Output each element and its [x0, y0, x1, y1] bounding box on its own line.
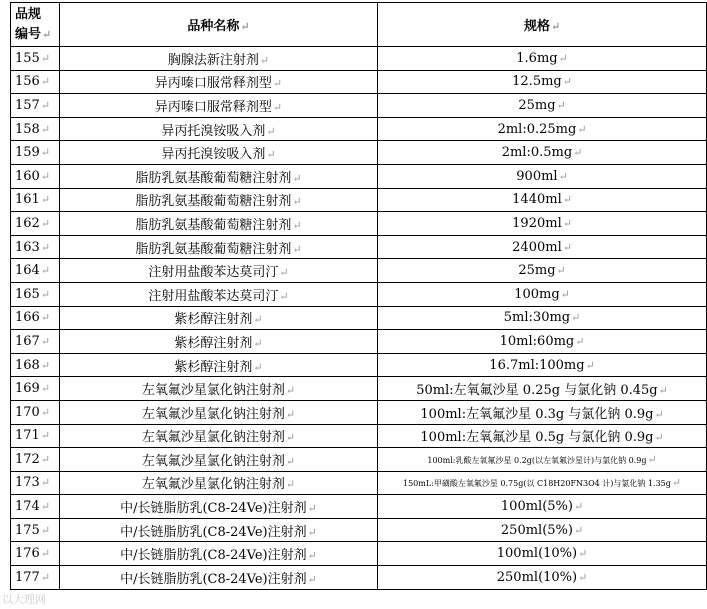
- cell-code-text: 155: [15, 50, 40, 66]
- cell-name-text: 异丙托溴铵吸入剂: [161, 123, 266, 139]
- cell-name-text: 异丙嗪口服常释剂型: [154, 99, 272, 115]
- return-mark-icon: ↵: [558, 169, 568, 183]
- return-mark-icon: ↵: [307, 502, 317, 516]
- return-mark-icon: ↵: [40, 216, 51, 230]
- return-mark-icon: ↵: [573, 523, 584, 537]
- return-mark-icon: ↵: [285, 454, 296, 468]
- cell-code-text: 157: [15, 97, 40, 113]
- cell-code-text: 166: [15, 310, 40, 326]
- return-mark-icon: ↵: [40, 311, 51, 325]
- cell-spec: [378, 94, 707, 118]
- cell-spec-text: 250ml(5%): [500, 522, 573, 538]
- cell-code-text: 159: [15, 145, 40, 161]
- cell-spec: [378, 471, 707, 495]
- cell-spec: [378, 259, 707, 283]
- return-mark-icon: ↵: [560, 287, 570, 301]
- return-mark-icon: ↵: [40, 51, 51, 65]
- return-mark-icon: ↵: [307, 549, 317, 563]
- return-mark-icon: ↵: [40, 169, 51, 183]
- cell-spec-text: 25mg: [518, 97, 556, 113]
- return-mark-icon: ↵: [285, 431, 296, 445]
- cell-name: [59, 188, 377, 212]
- return-mark-icon: ↵: [562, 75, 572, 89]
- return-mark-icon: ↵: [307, 525, 317, 539]
- return-mark-icon: ↵: [40, 382, 51, 396]
- cell-spec-text: 10ml:60mg: [499, 333, 575, 349]
- cell-spec-text: 1920ml: [512, 215, 562, 231]
- cell-name: [59, 94, 377, 118]
- cell-name: [59, 259, 377, 283]
- cell-code: [11, 235, 60, 259]
- cell-name: [59, 518, 377, 542]
- cell-code: [11, 188, 60, 212]
- cell-spec-text: 100ml:左氧氟沙星 0.3g 与氯化钠 0.9g: [420, 406, 654, 422]
- cell-spec: [378, 448, 707, 472]
- cell-code-text: 176: [15, 546, 40, 562]
- cell-spec-text: 2ml:0.25mg: [497, 121, 577, 137]
- cell-spec-text: 100mg: [514, 286, 560, 302]
- cell-name: [59, 47, 377, 71]
- return-mark-icon: ↵: [40, 547, 51, 561]
- table-row: [11, 47, 707, 71]
- cell-name: [59, 212, 377, 236]
- cell-spec: [378, 164, 707, 188]
- cell-name: [59, 141, 377, 165]
- cell-spec: [378, 566, 707, 590]
- return-mark-icon: ↵: [40, 476, 51, 490]
- cell-code: [11, 400, 60, 424]
- cell-code-text: 175: [15, 522, 40, 538]
- return-mark-icon: ↵: [279, 289, 289, 303]
- cell-code: [11, 330, 60, 354]
- cell-name: [59, 330, 377, 354]
- cell-spec: [378, 188, 707, 212]
- return-mark-icon: ↵: [562, 216, 572, 230]
- cell-code: [11, 141, 60, 165]
- cell-spec-text: 1440ml: [512, 192, 562, 208]
- return-mark-icon: ↵: [573, 500, 584, 514]
- cell-spec: [378, 495, 707, 519]
- cell-spec-text: 50ml:左氧氟沙星 0.25g 与氯化钠 0.45g: [416, 383, 658, 399]
- cell-spec-text: 150mL:甲磺酸左氧氟沙星 0.75g(以 C18H20FN3O4 计)与氯化钠 1.35g: [403, 479, 671, 489]
- cell-spec-text: 16.7ml:100mg: [489, 357, 585, 373]
- cell-code-text: 171: [15, 428, 40, 444]
- cell-spec-text: 5ml:30mg: [503, 310, 571, 326]
- table-row: [11, 495, 707, 519]
- cell-spec-text: 2400ml: [512, 239, 562, 255]
- header-code-line2: 编号: [15, 26, 42, 42]
- cell-name-text: 中/长链脂肪乳(C8-24Ve)注射剂: [120, 524, 307, 540]
- cell-code: [11, 282, 60, 306]
- cell-name-text: 紫杉醇注射剂: [174, 335, 253, 351]
- return-mark-icon: ↵: [292, 242, 302, 256]
- table-row: [11, 330, 707, 354]
- return-mark-icon: ↵: [40, 334, 51, 348]
- return-mark-icon: ↵: [40, 122, 51, 136]
- table-row: [11, 566, 707, 590]
- table-row: [11, 212, 707, 236]
- cell-code: [11, 47, 60, 71]
- table-row: [11, 306, 707, 330]
- table-row: [11, 400, 707, 424]
- return-mark-icon: ↵: [40, 500, 51, 514]
- table-row: [11, 94, 707, 118]
- cell-spec: [378, 212, 707, 236]
- cell-code-text: 169: [15, 381, 40, 397]
- table-row: [11, 448, 707, 472]
- return-mark-icon: ↵: [40, 75, 51, 89]
- cell-code-text: 162: [15, 215, 40, 231]
- cell-name-text: 中/长链脂肪乳(C8-24Ve)注射剂: [120, 501, 307, 517]
- cell-spec-text: 100ml:乳酸左氧氟沙星 0.2g(以左氧氟沙星计)与氯化钠 0.9g: [427, 455, 647, 465]
- return-mark-icon: ↵: [272, 100, 283, 114]
- cell-spec: [378, 235, 707, 259]
- cell-code-text: 170: [15, 404, 40, 420]
- table-row: [11, 377, 707, 401]
- return-mark-icon: ↵: [40, 193, 51, 207]
- cell-code-text: 164: [15, 263, 40, 279]
- table-row: [11, 259, 707, 283]
- cell-name: [59, 164, 377, 188]
- cell-spec: [378, 70, 707, 94]
- cell-code-text: 156: [15, 74, 40, 90]
- return-mark-icon: ↵: [658, 384, 668, 398]
- table-row: [11, 188, 707, 212]
- cell-name: [59, 235, 377, 259]
- cell-code-text: 173: [15, 475, 40, 491]
- cell-name-text: 左氧氟沙星氯化钠注射剂: [141, 406, 285, 422]
- cell-name-text: 左氧氟沙星氯化钠注射剂: [141, 383, 285, 399]
- cell-code: [11, 377, 60, 401]
- cell-spec: [378, 330, 707, 354]
- return-mark-icon: ↵: [272, 77, 283, 91]
- cell-name-text: 脂肪乳氨基酸葡萄糖注射剂: [135, 194, 292, 210]
- return-mark-icon: ↵: [578, 547, 588, 561]
- cell-code-text: 174: [15, 499, 40, 515]
- cell-spec-text: 1.6mg: [516, 50, 558, 66]
- cell-code: [11, 424, 60, 448]
- return-mark-icon: ↵: [654, 407, 664, 421]
- cell-spec: [378, 400, 707, 424]
- return-mark-icon: ↵: [40, 570, 51, 584]
- return-mark-icon: ↵: [585, 358, 595, 372]
- cell-name-text: 脂肪乳氨基酸葡萄糖注射剂: [135, 170, 292, 186]
- cell-name: [59, 353, 377, 377]
- cell-spec-text: 100ml:左氧氟沙星 0.5g 与氯化钠 0.9g: [420, 430, 654, 446]
- cell-name: [59, 495, 377, 519]
- return-mark-icon: ↵: [279, 266, 289, 280]
- cell-name-text: 左氧氟沙星氯化钠注射剂: [141, 477, 285, 493]
- cell-name: [59, 471, 377, 495]
- cell-code: [11, 259, 60, 283]
- cell-name-text: 胸腺法新注射剂: [167, 52, 259, 68]
- cell-name-text: 左氧氟沙星氯化钠注射剂: [141, 430, 285, 446]
- cell-spec: [378, 141, 707, 165]
- cell-name: [59, 282, 377, 306]
- return-mark-icon: ↵: [40, 429, 51, 443]
- return-mark-icon: ↵: [292, 218, 302, 232]
- cell-name: [59, 566, 377, 590]
- return-mark-icon: ↵: [40, 146, 51, 160]
- cell-spec-text: 2ml:0.5mg: [501, 145, 573, 161]
- cell-name-text: 中/长链脂肪乳(C8-24Ve)注射剂: [120, 571, 307, 587]
- return-mark-icon: ↵: [40, 240, 51, 254]
- cell-name-text: 紫杉醇注射剂: [174, 312, 253, 328]
- cell-code: [11, 448, 60, 472]
- cell-name-text: 异丙嗪口服常释剂型: [154, 76, 272, 92]
- return-mark-icon: ↵: [577, 122, 587, 136]
- cell-name-text: 脂肪乳氨基酸葡萄糖注射剂: [135, 241, 292, 257]
- table-row: [11, 164, 707, 188]
- return-mark-icon: ↵: [253, 336, 263, 350]
- cell-spec-text: 25mg: [518, 263, 556, 279]
- cell-code: [11, 117, 60, 141]
- cell-name-text: 紫杉醇注射剂: [174, 359, 253, 375]
- table-row: [11, 117, 707, 141]
- cell-name: [59, 70, 377, 94]
- cell-code-text: 163: [15, 239, 40, 255]
- return-mark-icon: ↵: [253, 360, 263, 374]
- cell-name: [59, 448, 377, 472]
- header-spec: [378, 3, 707, 47]
- return-mark-icon: ↵: [556, 98, 566, 112]
- return-mark-icon: ↵: [40, 98, 51, 112]
- return-mark-icon: ↵: [266, 124, 276, 138]
- table-row: [11, 518, 707, 542]
- return-mark-icon: ↵: [285, 407, 296, 421]
- return-mark-icon: ↵: [40, 452, 51, 466]
- return-mark-icon: ↵: [285, 478, 296, 492]
- cell-code: [11, 471, 60, 495]
- cell-spec: [378, 518, 707, 542]
- table-row: [11, 235, 707, 259]
- header-code: [11, 3, 60, 47]
- return-mark-icon: ↵: [240, 20, 250, 33]
- cell-name: [59, 542, 377, 566]
- return-mark-icon: ↵: [40, 264, 51, 278]
- return-mark-icon: ↵: [573, 146, 583, 160]
- cell-code-text: 158: [15, 121, 40, 137]
- cell-spec: [378, 377, 707, 401]
- table-row: [11, 353, 707, 377]
- cell-name-text: 注射用盐酸苯达莫司汀: [148, 288, 279, 304]
- cell-spec: [378, 47, 707, 71]
- return-mark-icon: ↵: [253, 313, 263, 327]
- cell-code-text: 172: [15, 451, 40, 467]
- cell-name: [59, 400, 377, 424]
- cell-spec: [378, 282, 707, 306]
- cell-spec: [378, 353, 707, 377]
- cell-code: [11, 94, 60, 118]
- cell-code: [11, 164, 60, 188]
- cell-code-text: 165: [15, 286, 40, 302]
- cell-spec-text: 250ml(10%): [496, 569, 578, 585]
- table-row: [11, 471, 707, 495]
- return-mark-icon: ↵: [42, 27, 52, 41]
- return-mark-icon: ↵: [647, 452, 657, 466]
- cell-spec-text: 12.5mg: [512, 74, 562, 90]
- cell-name: [59, 306, 377, 330]
- header-name: [59, 3, 377, 47]
- cell-name: [59, 377, 377, 401]
- return-mark-icon: ↵: [550, 20, 561, 33]
- cell-name-text: 中/长链脂肪乳(C8-24Ve)注射剂: [120, 548, 307, 564]
- cell-name-text: 脂肪乳氨基酸葡萄糖注射剂: [135, 217, 292, 233]
- return-mark-icon: ↵: [571, 311, 581, 325]
- return-mark-icon: ↵: [578, 570, 588, 584]
- cell-code-text: 167: [15, 333, 40, 349]
- table-header: [11, 3, 707, 47]
- cell-name-text: 注射用盐酸苯达莫司汀: [148, 265, 279, 281]
- return-mark-icon: ↵: [671, 476, 682, 490]
- cell-code: [11, 306, 60, 330]
- return-mark-icon: ↵: [266, 148, 276, 162]
- cell-code: [11, 495, 60, 519]
- return-mark-icon: ↵: [40, 405, 51, 419]
- return-mark-icon: ↵: [654, 431, 664, 445]
- return-mark-icon: ↵: [575, 334, 585, 348]
- return-mark-icon: ↵: [556, 264, 566, 278]
- return-mark-icon: ↵: [562, 193, 572, 207]
- cell-spec: [378, 117, 707, 141]
- watermark: 以大理网: [2, 593, 46, 606]
- cell-name-text: 左氧氟沙星氯化钠注射剂: [141, 453, 285, 469]
- return-mark-icon: ↵: [307, 572, 317, 586]
- return-mark-icon: ↵: [558, 51, 568, 65]
- cell-code-text: 177: [15, 569, 40, 585]
- cell-spec: [378, 306, 707, 330]
- cell-code: [11, 518, 60, 542]
- cell-spec: [378, 542, 707, 566]
- return-mark-icon: ↵: [259, 53, 270, 67]
- cell-spec-text: 900ml: [516, 168, 558, 184]
- cell-spec-text: 100ml(5%): [500, 499, 573, 515]
- table-row: [11, 141, 707, 165]
- cell-code-text: 161: [15, 192, 40, 208]
- drug-spec-table: [10, 2, 707, 590]
- cell-code-text: 160: [15, 168, 40, 184]
- return-mark-icon: ↵: [40, 358, 51, 372]
- cell-name: [59, 424, 377, 448]
- table-body: [11, 47, 707, 590]
- cell-code: [11, 353, 60, 377]
- return-mark-icon: ↵: [562, 240, 572, 254]
- cell-name: [59, 117, 377, 141]
- return-mark-icon: ↵: [40, 287, 51, 301]
- header-name-text: 品种名称: [187, 19, 240, 34]
- cell-spec: [378, 424, 707, 448]
- cell-code: [11, 542, 60, 566]
- header-spec-text: 规格: [523, 19, 550, 34]
- table-row: [11, 70, 707, 94]
- return-mark-icon: ↵: [40, 523, 51, 537]
- return-mark-icon: ↵: [285, 384, 296, 398]
- cell-name-text: 异丙托溴铵吸入剂: [161, 147, 266, 163]
- cell-code: [11, 566, 60, 590]
- table-row: [11, 542, 707, 566]
- cell-code-text: 168: [15, 357, 40, 373]
- header-code-line1: 品规: [15, 6, 42, 22]
- cell-code: [11, 212, 60, 236]
- cell-code: [11, 70, 60, 94]
- table-row: [11, 424, 707, 448]
- return-mark-icon: ↵: [292, 171, 302, 185]
- table-row: [11, 282, 707, 306]
- return-mark-icon: ↵: [292, 195, 302, 209]
- cell-spec-text: 100ml(10%): [496, 546, 578, 562]
